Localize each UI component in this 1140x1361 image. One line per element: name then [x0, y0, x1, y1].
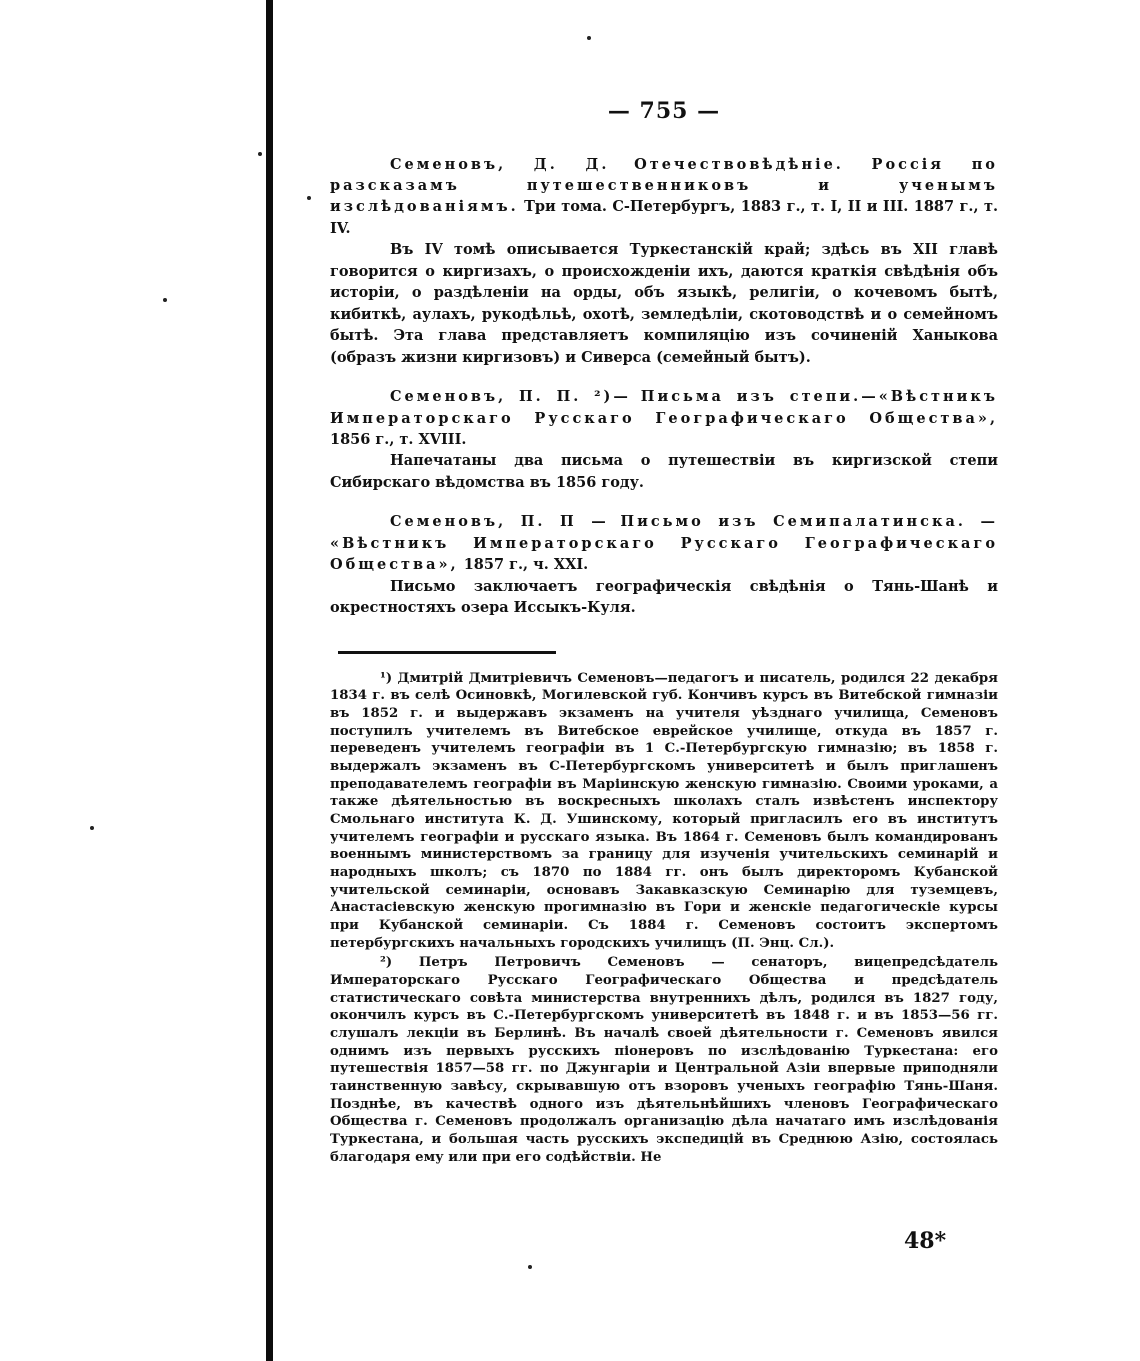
- footnotes: [330, 670, 998, 1167]
- entry-citation: [330, 511, 998, 575]
- scan-speck: [163, 298, 167, 302]
- entry-author: Семеновъ, П. П —: [390, 513, 609, 531]
- scan-speck: [258, 152, 262, 156]
- entry-publication: Три тома. С-Петербургъ, 1883 г., т. I, II и III. 1887 г., т. IV.: [330, 198, 998, 237]
- entry-author: Семеновъ, Д. Д.: [390, 155, 610, 173]
- entry-publication: 1856 г., т. XVIII.: [330, 430, 467, 448]
- entry-annotation: Въ IV томѣ описывается Туркестанскій край; здѣсь въ XII главѣ говорится о киргизахъ, о происхожденіи ихъ, даются краткія свѣдѣнія объ исторіи, о раздѣленіи на орды, объ языкѣ, религіи, о кочевомъ бытѣ, кибиткѣ, аулахъ, рукодѣльѣ, охотѣ, земледѣліи, скотоводствѣ и о семейномъ бытѣ. Эта глава представляетъ компиляцію изъ сочиненій Ханыкова (образъ жизни киргизовъ) и Сиверса (семейный бытъ).: [330, 241, 998, 366]
- entry-citation: [330, 154, 998, 240]
- page-number: — 755 —: [607, 98, 721, 124]
- scan-speck: [90, 826, 94, 830]
- signature-mark: 48*: [904, 1228, 947, 1254]
- bibliography-entry: [330, 511, 998, 618]
- footnote: ²) Петръ Петровичъ Семеновъ — сенаторъ, вицепредсѣдатель Императорскаго Русскаго Географическаго Общества и предсѣдатель статистическаго совѣта министерства внутреннихъ дѣлъ, родился въ 1827 году, окончилъ курсъ въ С.-Петербургскомъ университетѣ въ 1848 г. и въ 1853—56 гг. слушалъ лекціи въ Берлинѣ. Въ началѣ своей дѣятельности г. Семеновъ явился однимъ изъ первыхъ русскихъ піонеровъ по изслѣдованію Туркестана: его путешествія 1857—58 гг. по Джунгаріи и Центральной Азіи впервые приподняли таинственную завѣсу, скрывавшую отъ взоровъ ученыхъ географію Тянь-Шаня. Позднѣе, въ качествѣ одного изъ дѣятельнѣйшихъ членовъ Географическаго Общества г. Семеновъ продолжалъ организацію дѣла начатаго имъ изслѣдованія Туркестана, и большая часть русскихъ экспедицій въ Среднюю Азію, состоялась благодаря ему или при его содѣйствіи. Не: [330, 955, 998, 1165]
- scan-speck: [528, 1265, 532, 1269]
- bibliography-entry: [330, 154, 998, 369]
- footnote-separator: [338, 651, 556, 654]
- entry-annotation: Напечатаны два письма о путешествіи въ киргизской степи Сибирскаго вѣдомства въ 1856 году.: [330, 452, 998, 491]
- entry-title: Письма изъ степи.—«Вѣстникъ Императорскаго Русскаго Географическаго Общества»,: [330, 388, 998, 427]
- entry-citation: [330, 386, 998, 450]
- entry-publication: 1857 г., ч. XXI.: [463, 556, 589, 574]
- bibliography-entry: [330, 386, 998, 493]
- scan-speck: [587, 36, 591, 40]
- entry-author: Семеновъ, П. П. ²)—: [390, 388, 631, 406]
- page-binding-edge: [266, 0, 273, 1361]
- footnote: ¹) Дмитрій Дмитріевичъ Семеновъ—педагогъ и писатель, родился 22 декабря 1834 г. въ селѣ Осиновкѣ, Могилевской губ. Кончивъ курсъ въ Витебской гимназіи въ 1852 г. и выдержавъ экзаменъ на учителя уѣзднаго училища, Семеновъ поступилъ учителемъ въ Витебское еврейское училище, откуда въ 1857 г. переведенъ учителемъ географіи въ 1 С.-Петербургскую гимназію; въ 1858 г. выдержалъ экзаменъ въ С-Петербургскомъ университетѣ и былъ приглашенъ преподавателемъ географіи въ Маріинскую женскую гимназію. Своими уроками, а также дѣятельностью въ воскресныхъ школахъ сталъ извѣстенъ инспектору Смольнаго института К. Д. Ушинскому, который пригласилъ его въ институтъ учителемъ географіи и русскаго языка. Въ 1864 г. Семеновъ былъ командированъ военнымъ министерствомъ за границу для изученія учительскихъ семинарій и народныхъ школъ; съ 1870 по 1884 гг. онъ былъ директоромъ Кубанской учительской семинаріи, основавъ Закавказскую Семинарію для туземцевъ, Анастасіевскую женскую прогимназію въ Гори и женскіе педагогическіе курсы при Кубанской семинаріи. Съ 1884 г. Семеновъ состоитъ экспертомъ петербургскихъ начальныхъ городскихъ училищъ (П. Энц. Сл.).: [330, 670, 998, 951]
- book-page: [330, 95, 998, 1168]
- entry-annotation: Письмо заключаетъ географическія свѣдѣнія о Тянь-Шанѣ и окрестностяхъ озера Иссыкъ-Куля.: [330, 577, 998, 617]
- entry-title: Отечествовѣдѣніе. Россія по разсказамъ путешественниковъ и ученымъ изслѣдованіямъ.: [330, 155, 998, 216]
- scan-speck: [307, 196, 311, 200]
- entry-title: Письмо изъ Семипалатинска. — «Вѣстникъ Императорскаго Русскаго Географическаго Общества»,: [330, 513, 998, 574]
